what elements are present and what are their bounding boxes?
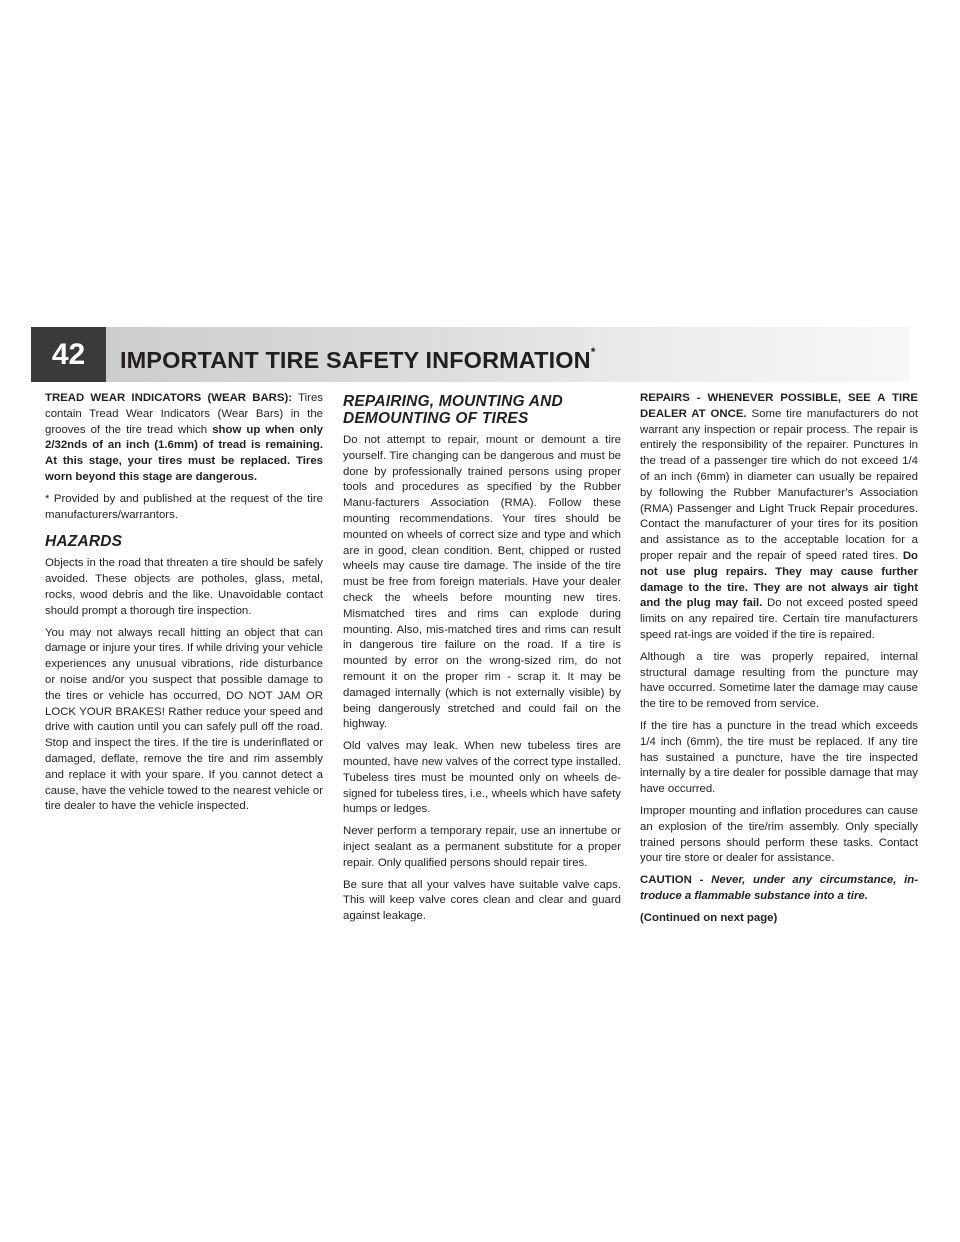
repairing-paragraph-1: Do not attempt to repair, mount or demount a tire yourself. Tire changing can be dangerous and must be done by professionally trained persons using proper tools and procedures as specified by the Rubber Manu-facturers Association (RMA). Follow these mounting recommendations. Your tires should be mounted on wheels of correct size and type and which are in good, clean condition. Bent, chipped or rusted wheels may cause tire damage. The inside of the tire must be free from foreign materials. Have your dealer check the wheels before mounting new tires. Mismatched tires and rims can explode during mounting. Also, mis-matched tires and rims can result in dangerous tire failure on the road. If a tire is mounted by error on the wrong-sized rim, do not remount it on the proper rim - scrap it. It may be damaged internally (which is not externally visible) by being dangerously stretched and could fail on the highway. <box>343 434 621 731</box>
repairs-warning: Do not use plug repairs. They may cause further damage to the tire. They are not always air tight and the plug may fail. <box>640 549 918 610</box>
hazards-paragraph-2: You may not always recall hitting an object that can damage or injure your tires. If while driving your vehicle experiences any unusual vibrations, ride disturbance or noise and/or you suspect that possible damage to the tires or vehicle has occurred, DO NOT JAM OR LOCK YOUR BRAKES! Rather reduce your speed and drive with caution until you can safely pull off the road. Stop and inspect the tires. If the tire is underinflated or damaged, deflate, remove the tire and rim assembly and replace it with your spare. If you cannot detect a cause, have the vehicle towed to the nearest vehicle or tire dealer to have the vehicle inspected. <box>45 626 323 813</box>
continued-note: (Continued on next page) <box>640 911 778 924</box>
repairing-heading: REPAIRING, MOUNTING AND DEMOUNTING OF TIRES <box>343 393 563 427</box>
repairs-paragraph-4: Improper mounting and inflation procedures can cause an explosion of the tire/rim assembly. Only specially trained persons should perform these tasks. Contact your tire store or dealer for assistance. <box>640 804 918 865</box>
tread-wear-warning: show up when only 2/32nds of an inch (1.6mm) of tread is remaining. At this stage, your tires must be replaced. Tires worn beyond this stage are dangerous. <box>45 423 323 483</box>
repairs-heading: REPAIRS - WHENEVER POSSIBLE, SEE A TIRE DEALER AT ONCE. <box>640 392 918 420</box>
caution-paragraph <box>640 873 918 905</box>
page-title <box>120 327 595 382</box>
tread-wear-paragraph <box>45 391 323 486</box>
column-middle <box>343 391 621 931</box>
column-left <box>45 391 323 821</box>
hazards-heading: HAZARDS <box>45 533 123 551</box>
footnote: * Provided by and published at the request of the tire manufacturers/warrantors. <box>45 492 323 521</box>
page-number: 42 <box>31 327 106 382</box>
hazards-paragraph-1: Objects in the road that threaten a tire should be safely avoided. These objects are potholes, glass, metal, rocks, wood debris and the like. Unavoidable contact should prompt a thorough tire inspection. <box>45 557 323 617</box>
repairing-paragraph-3: Never perform a temporary repair, use an innertube or inject sealant as a permanent substitute for a proper repair. Only qualified persons should repair tires. <box>343 825 621 869</box>
page-title-text: IMPORTANT TIRE SAFETY INFORMATION <box>120 346 591 373</box>
repairing-paragraph-2: Old valves may leak. When new tubeless tires are mounted, have new valves of the correct type installed. Tubeless tires must be mounted only on wheels de-signed for tubeless tires, i.e., wheels which have safety humps or ledges. <box>343 740 621 816</box>
repairs-text-2: Do not exceed posted speed limits on any repaired tire. Certain tire manufacturers speed rat-ings are voided if the tire is repaired. <box>640 597 918 641</box>
caution-label: CAUTION - <box>640 874 712 887</box>
repairs-paragraph-3: If the tire has a puncture in the tread which exceeds 1/4 inch (6mm), the tire must be replaced. If any tire has sustained a puncture, have the tire inspected internally by a tire dealer for possible damage that may have occurred. <box>640 719 918 796</box>
repairs-text-1: Some tire manufacturers do not warrant any inspection or repair process. The repair is entirely the responsibility of the repairer. Punctures in the tread of a passenger tire which do not exceed 1/4 of an inch (6mm) in diameter can usually be repaired by following the Rubber Manufacturer’s Association (RMA) Passenger and Light Truck Repair procedures. Contact the manufacturer of your tires for its position and assistance as to the acceptable location for a proper repair and the repair of speed rated tires. <box>640 407 918 562</box>
title-footnote-mark: * <box>590 345 596 359</box>
column-right <box>640 391 918 933</box>
tread-wear-heading: TREAD WEAR INDICATORS (WEAR BARS): <box>45 392 293 404</box>
repairing-paragraph-4: Be sure that all your valves have suitable valve caps. This will keep valve cores clean and clear and guard against leakage. <box>343 878 621 923</box>
tread-wear-text: Tires contain Tread Wear Indicators (Wear Bars) in the grooves of the tire tread which <box>45 392 323 436</box>
repairs-paragraph-2: Although a tire was properly repaired, internal structural damage resulting from the puncture may have occurred. Sometime later the damage may cause the tire to be removed from service. <box>640 650 918 711</box>
repairs-paragraph <box>640 391 918 644</box>
caution-text: Never, under any circumstance, in-troduce a flammable substance into a tire. <box>640 874 918 902</box>
